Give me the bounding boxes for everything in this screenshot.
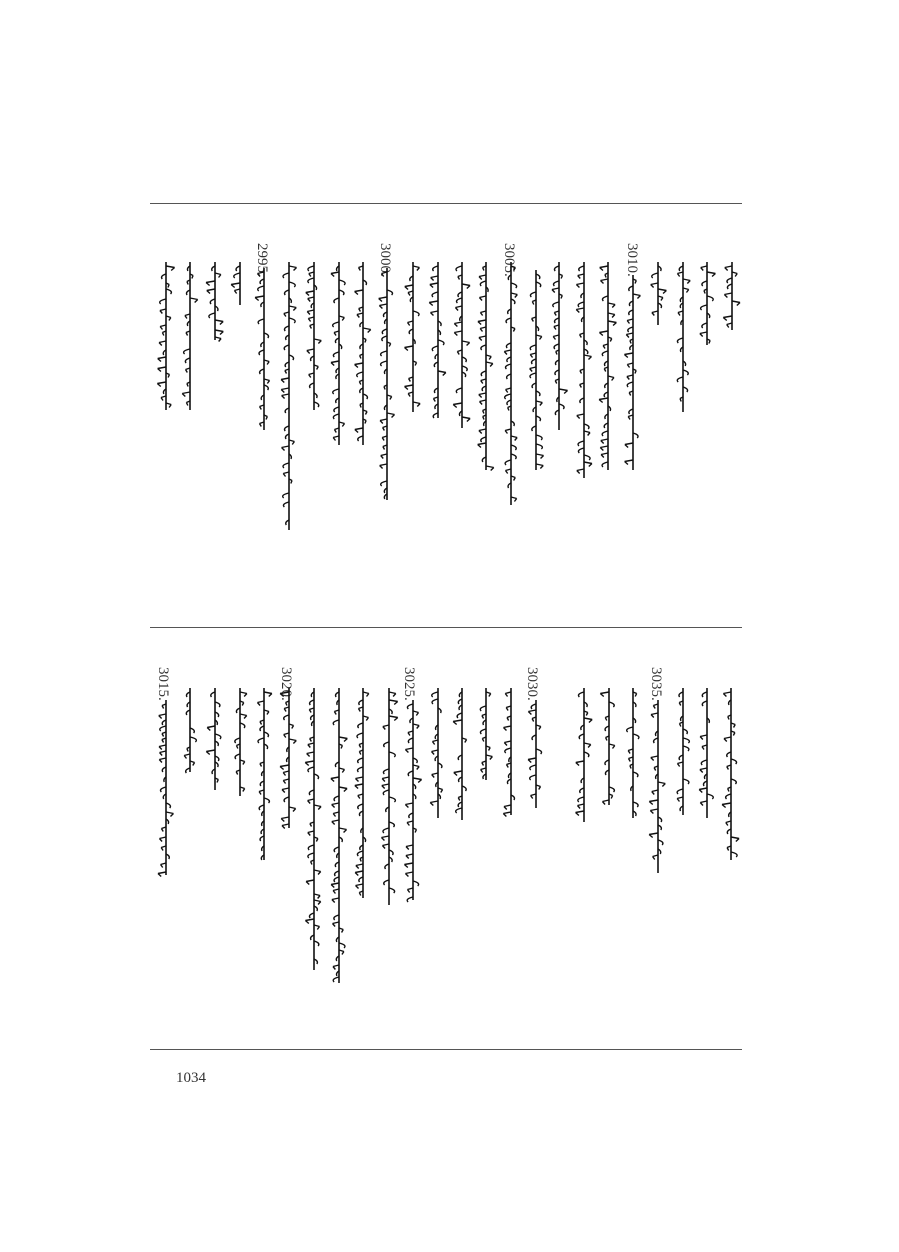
script-line — [453, 688, 466, 820]
script-line — [184, 688, 196, 773]
script-line — [280, 688, 296, 829]
line-number-3030: 3030. — [524, 667, 540, 701]
script-line — [305, 688, 321, 970]
script-line — [331, 262, 345, 445]
line-number-3015: 3015. — [155, 667, 171, 701]
line-number-3010: 3010. — [624, 243, 640, 277]
script-line — [651, 262, 667, 325]
script-line — [158, 700, 173, 877]
script-line — [504, 262, 517, 505]
script-line — [722, 688, 739, 860]
script-line — [478, 262, 494, 471]
script-line — [480, 688, 492, 780]
script-line — [355, 262, 371, 445]
script-line — [182, 262, 198, 410]
script-line — [677, 262, 690, 412]
script-line — [381, 688, 397, 905]
script-line — [306, 262, 322, 410]
script-line — [355, 688, 369, 898]
script-line — [699, 688, 713, 818]
line-number-3005: 3005. — [501, 243, 517, 277]
line-number-3035: 3035. — [648, 667, 664, 701]
script-line — [235, 688, 247, 796]
script-line — [677, 688, 689, 815]
script-line — [379, 268, 395, 500]
script-line — [206, 262, 223, 342]
script-line — [453, 262, 470, 428]
script-line — [576, 262, 592, 478]
script-line — [255, 268, 270, 430]
script-line — [627, 688, 639, 818]
script-line — [599, 262, 616, 470]
page-number: 1034 — [176, 1070, 206, 1086]
script-line — [430, 688, 442, 818]
line-number-2995: 2995. — [254, 243, 270, 277]
script-line — [700, 262, 716, 345]
script-line — [257, 688, 271, 860]
script-line — [331, 688, 348, 983]
script-line — [528, 700, 541, 808]
script-line — [530, 270, 544, 470]
script-line — [552, 262, 568, 430]
script-line — [503, 688, 514, 817]
script-line — [429, 262, 446, 418]
script-line — [231, 262, 240, 305]
script-line — [576, 688, 593, 822]
script-line — [206, 688, 221, 790]
script-line — [281, 262, 296, 530]
script-line — [723, 262, 740, 330]
line-number-3000: 3000. — [377, 243, 393, 277]
line-number-3025: 3025. — [401, 667, 417, 701]
line-number-3020: 3020. — [278, 667, 294, 701]
script-line — [600, 688, 615, 805]
script-line — [624, 275, 640, 470]
script-line — [649, 700, 665, 873]
script-line — [404, 700, 421, 902]
script-line — [157, 262, 174, 410]
script-line — [404, 262, 420, 412]
